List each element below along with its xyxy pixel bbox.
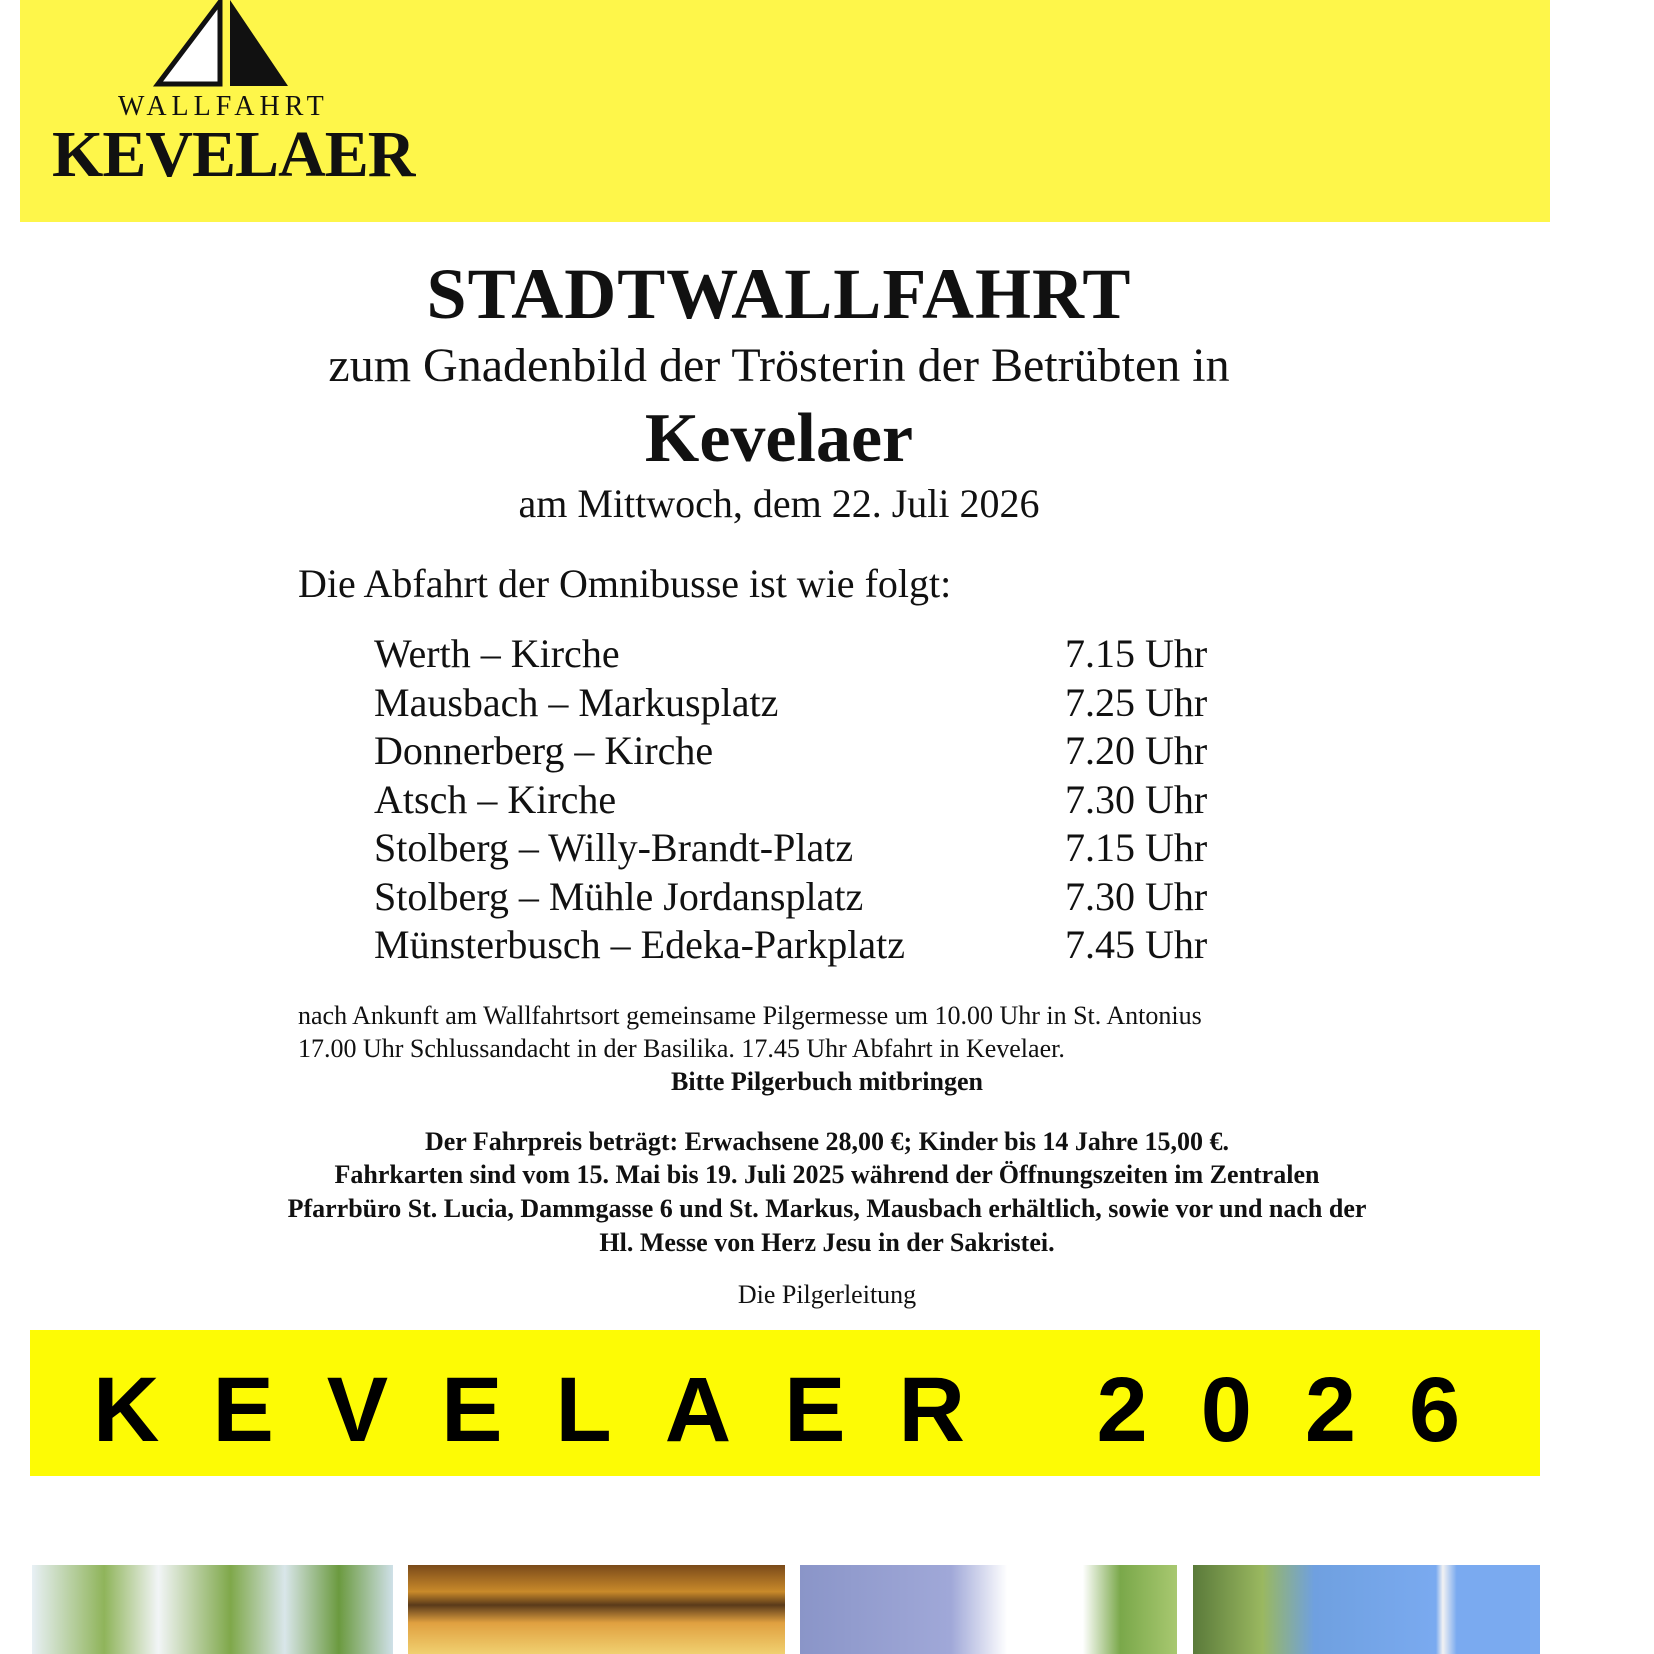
departure-time: 7.20 Uhr (1065, 728, 1208, 773)
departure-time: 7.15 Uhr (1065, 631, 1208, 676)
note-line: nach Ankunft am Wallfahrtsort gemeinsame Pilgermesse um 10.00 Uhr in St. Antonius (298, 1001, 1202, 1030)
logo-wallfahrt: WALLFAHRT (118, 91, 329, 122)
departure-place: Mausbach – Markusplatz (374, 680, 779, 725)
photo-shrine (408, 1565, 785, 1654)
note-line: 17.00 Uhr Schlussandacht in der Basilika. 17.45 Uhr Abfahrt in Kevelaer. (298, 1034, 1065, 1063)
city-heading: Kevelaer (644, 400, 914, 477)
departure-row (374, 632, 1274, 678)
departure-place: Atsch – Kirche (374, 777, 617, 822)
price-line: Der Fahrpreis beträgt: Erwachsene 28,00 €; Kinder bis 14 Jahre 15,00 €. (424, 1127, 1230, 1156)
departures-intro: Die Abfahrt der Omnibusse ist wie folgt: (298, 561, 952, 606)
sail-logo-icon (150, 0, 300, 90)
note-reminder: Bitte Pilgerbuch mitbringen (671, 1067, 983, 1096)
price-line: Pfarrbüro St. Lucia, Dammgasse 6 und St. Markus, Mausbach erhältlich, sowie vor und nach der (287, 1194, 1367, 1223)
departure-row (374, 923, 1274, 969)
departure-row (374, 729, 1274, 775)
subtitle: zum Gnadenbild der Trösterin der Betrübten in (328, 339, 1230, 392)
photo-trees (32, 1565, 393, 1654)
banner-text: KEVELAER 2026 (93, 1359, 1514, 1461)
departure-time: 7.30 Uhr (1065, 777, 1208, 822)
photo-church-spire (1193, 1565, 1540, 1654)
page-title: STADTWALLFAHRT (426, 254, 1132, 334)
departure-time: 7.25 Uhr (1065, 680, 1208, 725)
departure-row (374, 681, 1274, 727)
departure-place: Werth – Kirche (374, 631, 620, 676)
signature: Die Pilgerleitung (737, 1280, 917, 1309)
departure-place: Stolberg – Mühle Jordansplatz (374, 874, 864, 919)
departure-row (374, 778, 1274, 824)
departure-row (374, 875, 1274, 921)
departure-time: 7.15 Uhr (1065, 825, 1208, 870)
departure-place: Donnerberg – Kirche (374, 728, 714, 773)
departure-place: Stolberg – Willy-Brandt-Platz (374, 825, 854, 870)
departure-row (374, 826, 1274, 872)
price-line: Hl. Messe von Herz Jesu in der Sakristei. (599, 1228, 1055, 1257)
photo-church-wall (800, 1565, 1177, 1654)
departure-time: 7.30 Uhr (1065, 874, 1208, 919)
logo-kevelaer: KEVELAER (52, 118, 415, 191)
departure-time: 7.45 Uhr (1065, 922, 1208, 967)
event-date: am Mittwoch, dem 22. Juli 2026 (518, 481, 1040, 526)
departure-place: Münsterbusch – Edeka-Parkplatz (374, 922, 905, 967)
price-line: Fahrkarten sind vom 15. Mai bis 19. Juli 2025 während der Öffnungszeiten im Zentralen (334, 1160, 1320, 1189)
